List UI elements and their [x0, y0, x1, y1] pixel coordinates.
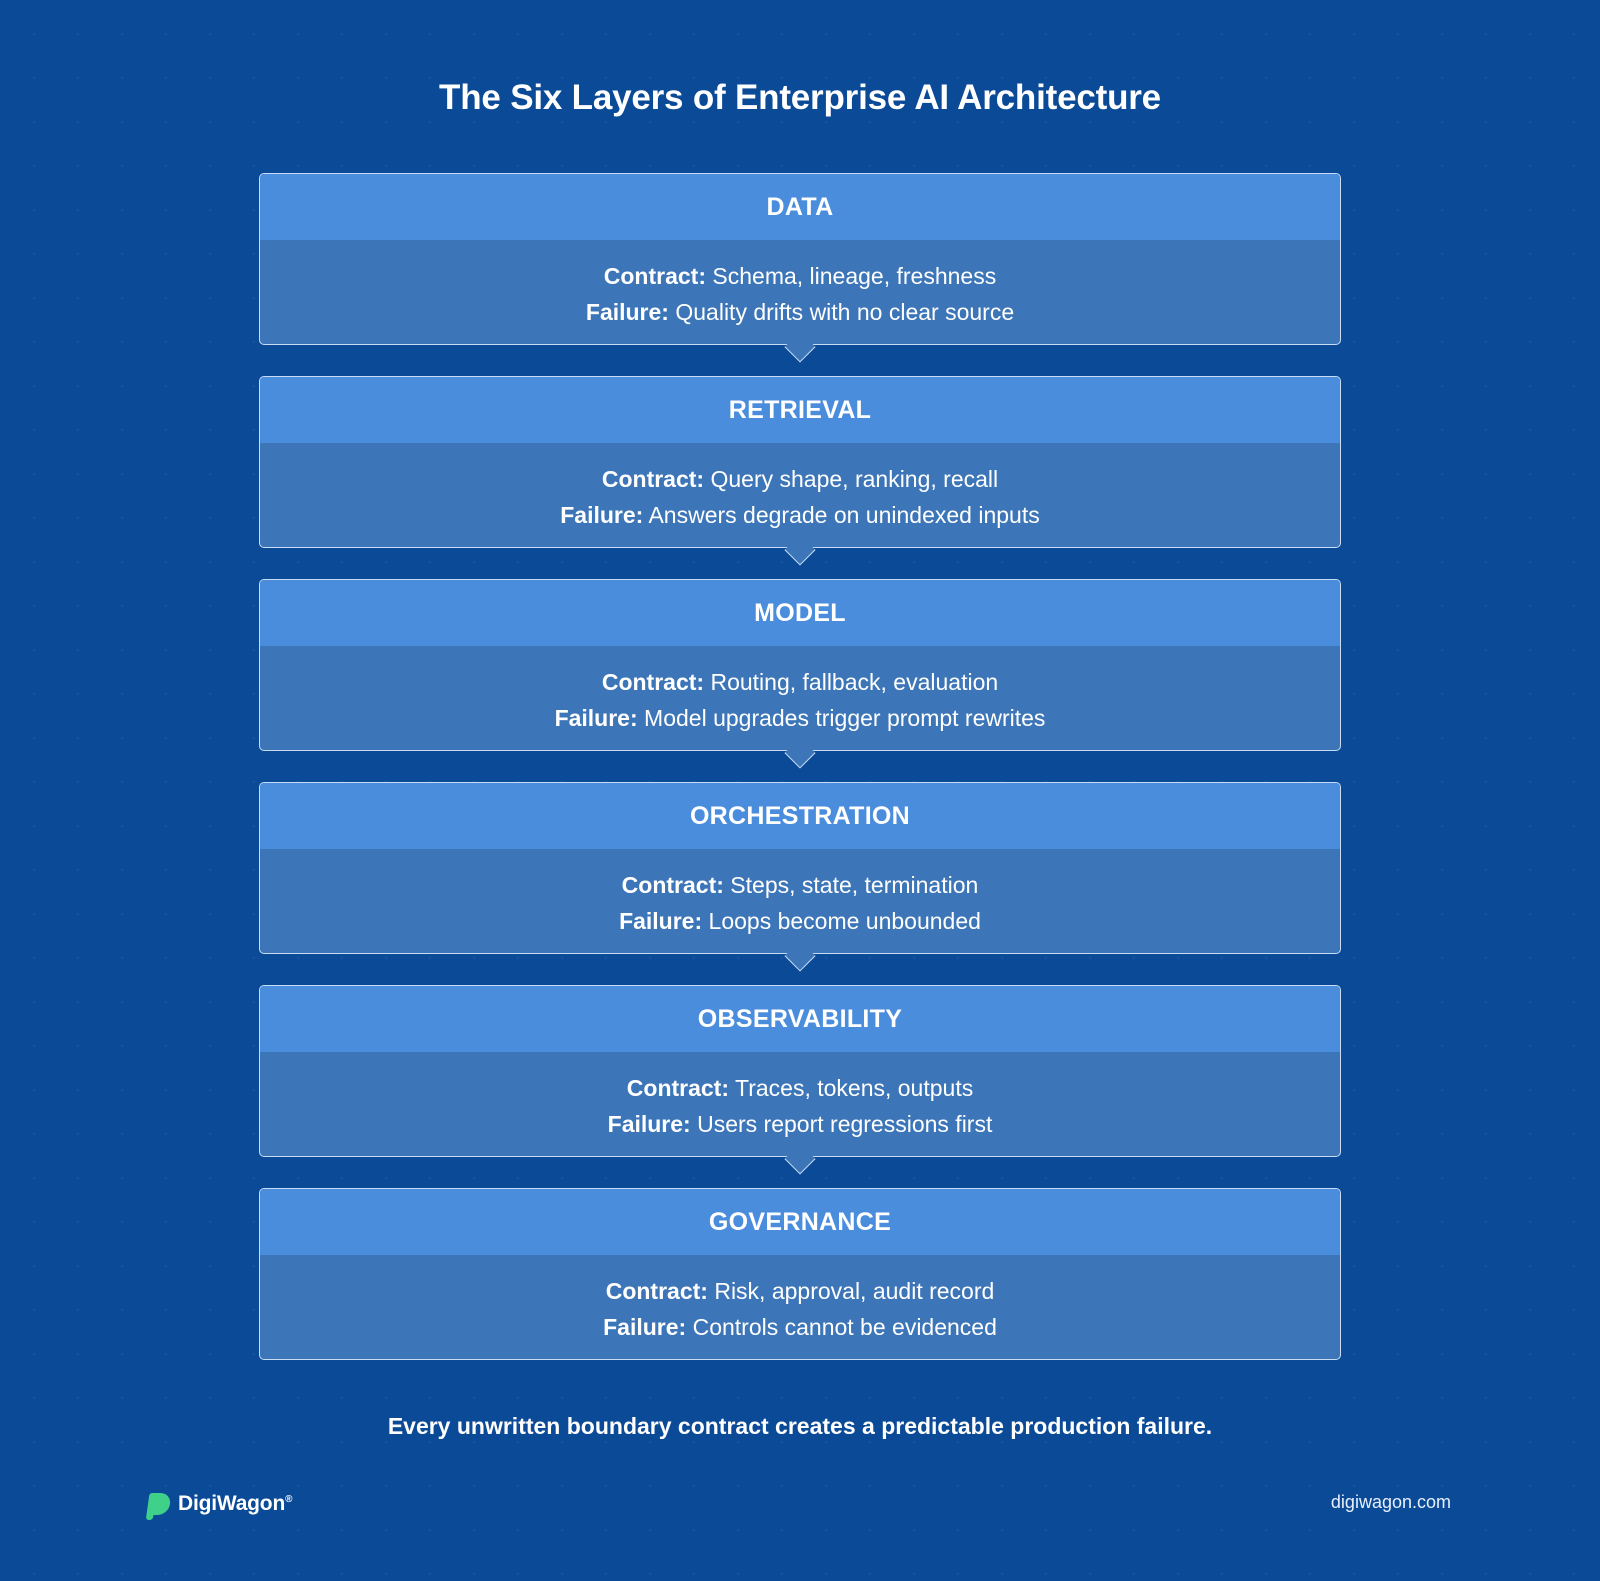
failure-line [260, 294, 1340, 330]
failure-line [260, 497, 1340, 533]
registered-mark: ® [285, 1494, 293, 1505]
layer-title: DATA [260, 174, 1340, 240]
layer-body [260, 443, 1340, 533]
contract-label: Contract: [601, 669, 705, 695]
site-url: digiwagon.com [1330, 1492, 1451, 1512]
failure-line [260, 1309, 1340, 1345]
failure-label: Failure: [554, 705, 638, 731]
layer-model [259, 579, 1341, 751]
layer-observability [259, 985, 1341, 1157]
layer-title: MODEL [260, 580, 1340, 646]
contract-line [260, 664, 1340, 700]
failure-label: Failure: [619, 908, 703, 934]
layer-governance [259, 1188, 1341, 1360]
down-arrow-icon [784, 737, 815, 768]
failure-text: Loops become unbounded [708, 908, 981, 934]
brand [148, 1492, 292, 1516]
layer-title: RETRIEVAL [260, 377, 1340, 443]
layer-data [259, 173, 1341, 345]
contract-label: Contract: [603, 263, 706, 289]
layer-body [260, 240, 1340, 330]
brand-name-text: DigiWagon [178, 1492, 286, 1515]
layer-orchestration [259, 782, 1341, 954]
failure-text: Quality drifts with no clear source [675, 299, 1015, 325]
contract-label: Contract: [621, 872, 724, 898]
layer-title: ORCHESTRATION [260, 783, 1340, 849]
failure-text: Users report regressions first [697, 1111, 993, 1137]
failure-text: Model upgrades trigger prompt rewrites [644, 705, 1046, 731]
contract-text: Routing, fallback, evaluation [710, 669, 999, 695]
contract-label: Contract: [605, 1278, 708, 1304]
contract-text: Schema, lineage, freshness [712, 263, 997, 289]
digiwagon-logo-icon [146, 1493, 171, 1515]
layer-body [260, 1052, 1340, 1142]
down-arrow-icon [784, 940, 815, 971]
failure-label: Failure: [607, 1111, 691, 1137]
contract-text: Risk, approval, audit record [714, 1278, 995, 1304]
contract-line [260, 1273, 1340, 1309]
layer-retrieval [259, 376, 1341, 548]
contract-line [260, 461, 1340, 497]
contract-label: Contract: [601, 466, 705, 492]
contract-line [260, 258, 1340, 294]
contract-line [260, 1070, 1340, 1106]
contract-text: Traces, tokens, outputs [735, 1075, 974, 1101]
page-title: The Six Layers of Enterprise AI Architecture [439, 78, 1161, 117]
layer-title: GOVERNANCE [260, 1189, 1340, 1255]
brand-name [178, 1492, 292, 1516]
down-arrow-icon [784, 534, 815, 565]
tagline: Every unwritten boundary contract creates a predictable production failure. [387, 1413, 1213, 1439]
down-arrow-icon [784, 1143, 815, 1174]
layer-body [260, 849, 1340, 939]
failure-label: Failure: [585, 299, 669, 325]
contract-text: Query shape, ranking, recall [710, 466, 999, 492]
failure-label: Failure: [560, 502, 644, 528]
down-arrow-icon [784, 331, 815, 362]
contract-label: Contract: [626, 1075, 730, 1101]
failure-label: Failure: [603, 1314, 687, 1340]
failure-line [260, 1106, 1340, 1142]
layer-title: OBSERVABILITY [260, 986, 1340, 1052]
layer-stack [259, 173, 1341, 1360]
contract-text: Steps, state, termination [730, 872, 979, 898]
layer-body [260, 1255, 1340, 1345]
failure-text: Controls cannot be evidenced [692, 1314, 997, 1340]
failure-line [260, 903, 1340, 939]
contract-line [260, 867, 1340, 903]
failure-text: Answers degrade on unindexed inputs [648, 502, 1040, 528]
layer-body [260, 646, 1340, 736]
failure-line [260, 700, 1340, 736]
